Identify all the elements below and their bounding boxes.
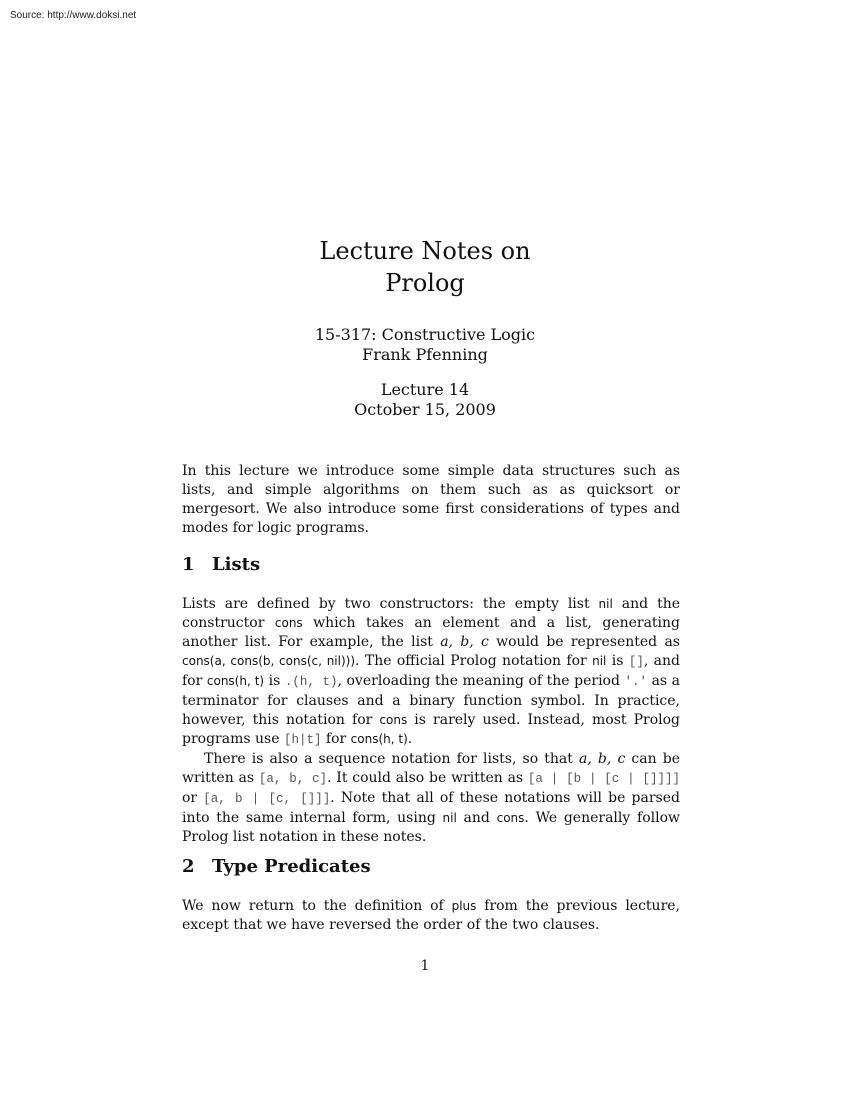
lecture-date: October 15, 2009 xyxy=(354,400,496,419)
section-body-type-predicates xyxy=(182,897,680,935)
page-title xyxy=(0,235,850,299)
source-label: Source: http://www.doksi.net xyxy=(10,10,137,21)
abstract-paragraph: In this lecture we introduce some simple data structures such as lists, and simple algorithms on them such as as quicksort or mergesort. We also introduce some first considerations of types and modes for logic programs. xyxy=(182,463,680,536)
title-line-2: Prolog xyxy=(385,269,465,297)
course-name: 15-317: Constructive Logic xyxy=(314,325,536,344)
section-heading-type-predicates xyxy=(182,856,680,878)
lecture-number: Lecture 14 xyxy=(380,380,470,399)
author-name: Frank Pfenning xyxy=(362,345,488,364)
section-title: Lists xyxy=(212,554,261,575)
section-body-lists xyxy=(182,595,680,847)
page-number: 1 xyxy=(420,958,430,974)
title-line-1: Lecture Notes on xyxy=(319,237,531,265)
paragraph: There is also a sequence notation for lists, so that a, b, c can be written as [a, b, c]. It could also be written as [a | [b | [c | []]]] or [a, b | [c, []]]. Note that all of these notations will be parsed into the same internal form, using nil and cons. We generally follow Prolog list notation in these notes. xyxy=(182,751,681,845)
paragraph: Lists are defined by two constructors: the empty list nil and the constructor cons which takes an element and a list, generating another list. For example, the list a, b, c would be represented as cons(a, cons(b, cons(c, nil))). The official Prolog notation for nil is [], and for cons(h, t) is .(h, t), overloading the meaning of the period '.' as a terminator for clauses and a binary function symbol. In practice, however, this notation for cons is rarely used. Instead, most Prolog programs use [h|t] for cons(h, t). xyxy=(182,596,681,747)
paragraph: We now return to the definition of plus from the previous lecture, except that we have reversed the order of the two clauses. xyxy=(182,898,680,933)
section-title: Type Predicates xyxy=(212,856,371,877)
section-number: 2 xyxy=(182,856,195,877)
course-info xyxy=(0,325,850,365)
section-heading-lists xyxy=(182,554,680,576)
lecture-info xyxy=(0,380,850,420)
section-number: 1 xyxy=(182,554,195,575)
